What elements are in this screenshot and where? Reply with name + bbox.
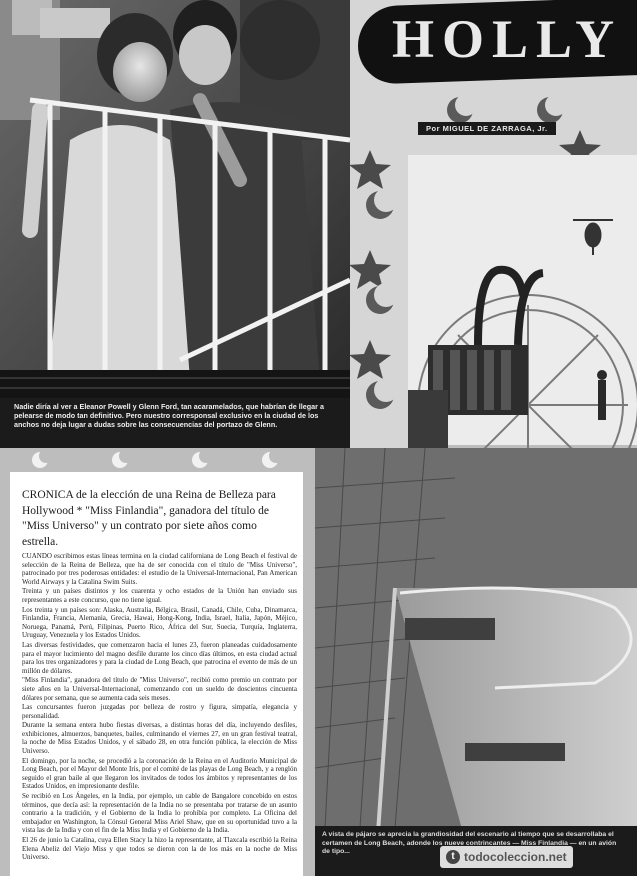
watermark-logo-icon: t bbox=[446, 850, 460, 864]
byline: Por MIGUEL DE ZARRAGA, Jr. bbox=[418, 122, 556, 135]
caption-aerial: A vista de pájaro se aprecia la grandiosidad del escenario al tiempo que se desarrollaba el certamen de Long Beach, adonde los nueve contrincantes — Miss Finlandia — en un avión de tipo... bbox=[322, 831, 617, 855]
article-paragraph: El 26 de junio la Catalina, cuya Ellen Stacy la hizo la representante, al Tlaxcala escribió la Reina Elena Abeliz del Viejo Miss y que todos se dieron con la de los más en la noche de Miss Universo. bbox=[22, 836, 297, 862]
article-panel bbox=[0, 448, 315, 876]
photo-aerial-art bbox=[315, 448, 637, 876]
photo-aerial bbox=[315, 448, 637, 876]
article-paragraph: Las diversas festividades, que comenzaron hacia el lunes 23, fueron planeadas cuidadosamente para el mayor lucimiento del magno desfile durante los cinco días últimos, en esta ciudad actual para los tres organizadores y para la ciudad de Long Beach, que patrocina el evento de más de un millón de dólares. bbox=[22, 640, 297, 675]
photo-couple bbox=[0, 0, 350, 398]
watermark-text: todocoleccion.net bbox=[464, 850, 567, 864]
article-paragraph: El domingo, por la noche, se procedió a la coronación de la Reina en el Auditorio Municipal de Long Beach, por el Mayor del Monte Iris, por el comité de las playas de Long Beach, y a renglón seguido el gran baile al que llegaron los invitados de todos los ámbitos y representantes de los Estados Unidos, en impresionante desfile. bbox=[22, 756, 297, 791]
article-paragraph: Se recibió en Los Ángeles, en la India, por ejemplo, un cable de Bangalore concebido en estos términos, que decía así: la representación de la India no se presentaba por tratarse de un asunto contrario a la tradición, y el Gobierno de la India lo prohibía por completo. La Oficina del embajador en Washington, la Cónsul General Miss Ariel Shaw, que en su oportunidad tuvo a la vista las de la India y con el fin de la Miss India y el Gobierno de la India. bbox=[22, 792, 297, 835]
article-paragraph: Las concursantes fueron juzgadas por belleza de rostro y figura, simpatía, elegancia y personalidad. bbox=[22, 703, 297, 720]
article-paragraph: Los treinta y un países son: Alaska, Australia, Bélgica, Brasil, Canadá, Chile, Cuba, Dinamarca, Finlandia, Francia, Alemania, Grecia, Hawai, Hong-Kong, India, Israel, Italia, Japón, Méjico, Noruega, Panamá, Perú, Filipinas, Puerto Rico, África del Sur, Suecia, Turquía, Inglaterra, Uruguay, Venezuela y los Estados Unidos. bbox=[22, 605, 297, 640]
article-body bbox=[22, 552, 297, 862]
article-lead: CRONICA de la elección de una Reina de Belleza para Hollywood * "Miss Finlandia", ganadora del título de "Miss Universo" y un contrato por siete años como estrella. bbox=[22, 489, 276, 548]
article-paragraph: CUANDO escribimos estas líneas termina en la ciudad californiana de Long Beach el festival de selección de la Reina de Belleza, que ha de ser conocida con el título de "Miss Universo", patrocinado por tres poderosas entidades: el estudio de la Universal-Internacional, Pan American World Airways y la Catalina Swim Suits. bbox=[22, 552, 297, 586]
caption-couple-text: Nadie diría al ver a Eleanor Powell y Glenn Ford, tan acaramelados, que habrían de llegar a pelearse de modo tan definitivo. Pero nuestro corresponsal exclusivo en la ciudad de los anchos no deja lugar a dudas sobre las consecuencias del portazo de Glenn. bbox=[14, 402, 324, 429]
article-paragraph: "Miss Finlandia", ganadora del título de "Miss Universo", recibió como premio un contrato por siete años en la Universal-Internacional, comenzando con un sueldo de doscientos cincuenta dólares por semana, que se aumenta cada seis meses. bbox=[22, 676, 297, 702]
photo-couple-art bbox=[0, 0, 350, 398]
masthead-title: HOLLY bbox=[392, 9, 623, 69]
watermark bbox=[440, 846, 573, 868]
article-paragraph: Treinta y un países distintos y los cuarenta y ocho estados de la Unión han enviado sus representantes a este concurso, que no tiene igual. bbox=[22, 587, 297, 604]
article-paragraph: Durante la semana entera hubo fiestas diversas, a distintas horas del día, incluyendo desfiles, exhibiciones, almuerzos, banquetes, bailes, culminando el viernes 27, en un gran festival teatral, la noche de Miss Estados Unidos, y el sábado 28, en otra función pública, la elección de Miss Universo. bbox=[22, 721, 297, 756]
